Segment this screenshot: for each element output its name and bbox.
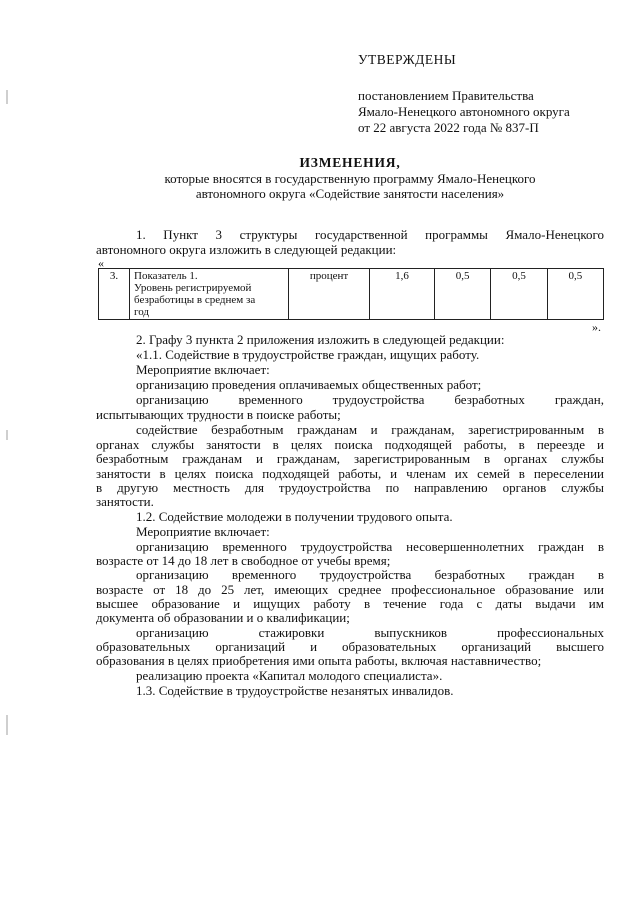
scan-artifact <box>6 430 8 440</box>
body-line: образовательных организаций и образовательных организаций высшего <box>96 639 604 654</box>
approval-line: от 22 августа 2022 года № 837-П <box>358 120 539 135</box>
body-line: испытывающих трудности в поиске работы; <box>96 407 341 422</box>
document-title: ИЗМЕНЕНИЯ, <box>299 155 401 170</box>
body-line: Мероприятие включает: <box>136 524 270 539</box>
body-line: реализацию проекта «Капитал молодого специалиста». <box>136 668 443 683</box>
scan-artifact <box>6 90 8 104</box>
body-line: занятости в целях поиска подходящей работы, и членам их семей в переселении <box>96 466 604 481</box>
scan-artifact <box>6 715 8 735</box>
table-cell-value: 0,5 <box>547 269 603 320</box>
approval-block <box>358 52 628 136</box>
body-line: высшее образование и ищущих работу в течение года с даты выдачи им <box>96 596 604 611</box>
quote-close: ». <box>592 320 601 334</box>
indicator-line: Уровень регистрируемой <box>134 282 252 294</box>
body-line: организацию временного трудоустройства безработных граждан, <box>136 392 604 407</box>
table-cell-number: 3. <box>99 269 130 320</box>
body-line: возрасте от 14 до 18 лет в свободное от учебы время; <box>96 553 391 568</box>
body-line: «1.1. Содействие в трудоустройстве граждан, ищущих работу. <box>136 347 480 362</box>
body-line: образования в целях приобретения ими опыта работы, включая наставничество; <box>96 653 542 668</box>
body-line: организацию стажировки выпускников профессиональных <box>136 625 604 640</box>
quote-open: « <box>98 256 104 270</box>
indicator-line: год <box>134 306 150 318</box>
body-line: органах службы занятости в целях поиска подходящей работы, в переезде и <box>96 437 604 452</box>
table-cell-value: 0,5 <box>435 269 491 320</box>
body-line: Мероприятие включает: <box>136 362 270 377</box>
table-cell-value: 0,5 <box>491 269 547 320</box>
item-1-line: 1. Пункт 3 структуры государственной программы Ямало-Ненецкого <box>136 227 604 242</box>
body-line: организацию временного трудоустройства безработных граждан в <box>136 567 604 582</box>
approval-line: Ямало-Ненецкого автономного округа <box>358 104 570 119</box>
body-line: организацию временного трудоустройства несовершеннолетних граждан в <box>136 539 604 554</box>
body-line: 1.3. Содействие в трудоустройстве незанятых инвалидов. <box>136 683 454 698</box>
body-line: организацию проведения оплачиваемых общественных работ; <box>136 377 482 392</box>
body-line: занятости. <box>96 494 154 509</box>
indicator-line: безработицы в среднем за <box>134 294 256 306</box>
table-cell-unit: процент <box>289 269 370 320</box>
item-1-line: автономного округа изложить в следующей редакции: <box>96 242 397 257</box>
body-line: содействие безработным гражданам и гражданам, зарегистрированным в <box>136 422 604 437</box>
approval-line: постановлением Правительства <box>358 88 534 103</box>
body-line: 1.2. Содействие молодежи в получении трудового опыта. <box>136 509 453 524</box>
body-line: безработным гражданам и гражданам, зарегистрированным в органах службы <box>96 451 604 466</box>
indicator-table <box>98 268 604 320</box>
table-cell-indicator <box>130 269 289 320</box>
document-subtitle: которые вносятся в государственную программу Ямало-Ненецкого <box>164 171 536 186</box>
body-line: возрасте от 18 до 25 лет, имеющих среднее профессиональное образование или <box>96 582 604 597</box>
body-line: в другую местность для трудоустройства по направлению органов службы <box>96 480 604 495</box>
table-cell-value: 1,6 <box>370 269 435 320</box>
approved-heading: УТВЕРЖДЕНЫ <box>358 52 457 67</box>
body-line: 2. Графу 3 пункта 2 приложения изложить в следующей редакции: <box>136 332 505 347</box>
document-subtitle: автономного округа «Содействие занятости населения» <box>195 186 505 201</box>
indicator-line: Показатель 1. <box>134 270 198 282</box>
body-line: документа об образовании и о квалификации; <box>96 610 350 625</box>
table-row <box>99 269 604 320</box>
